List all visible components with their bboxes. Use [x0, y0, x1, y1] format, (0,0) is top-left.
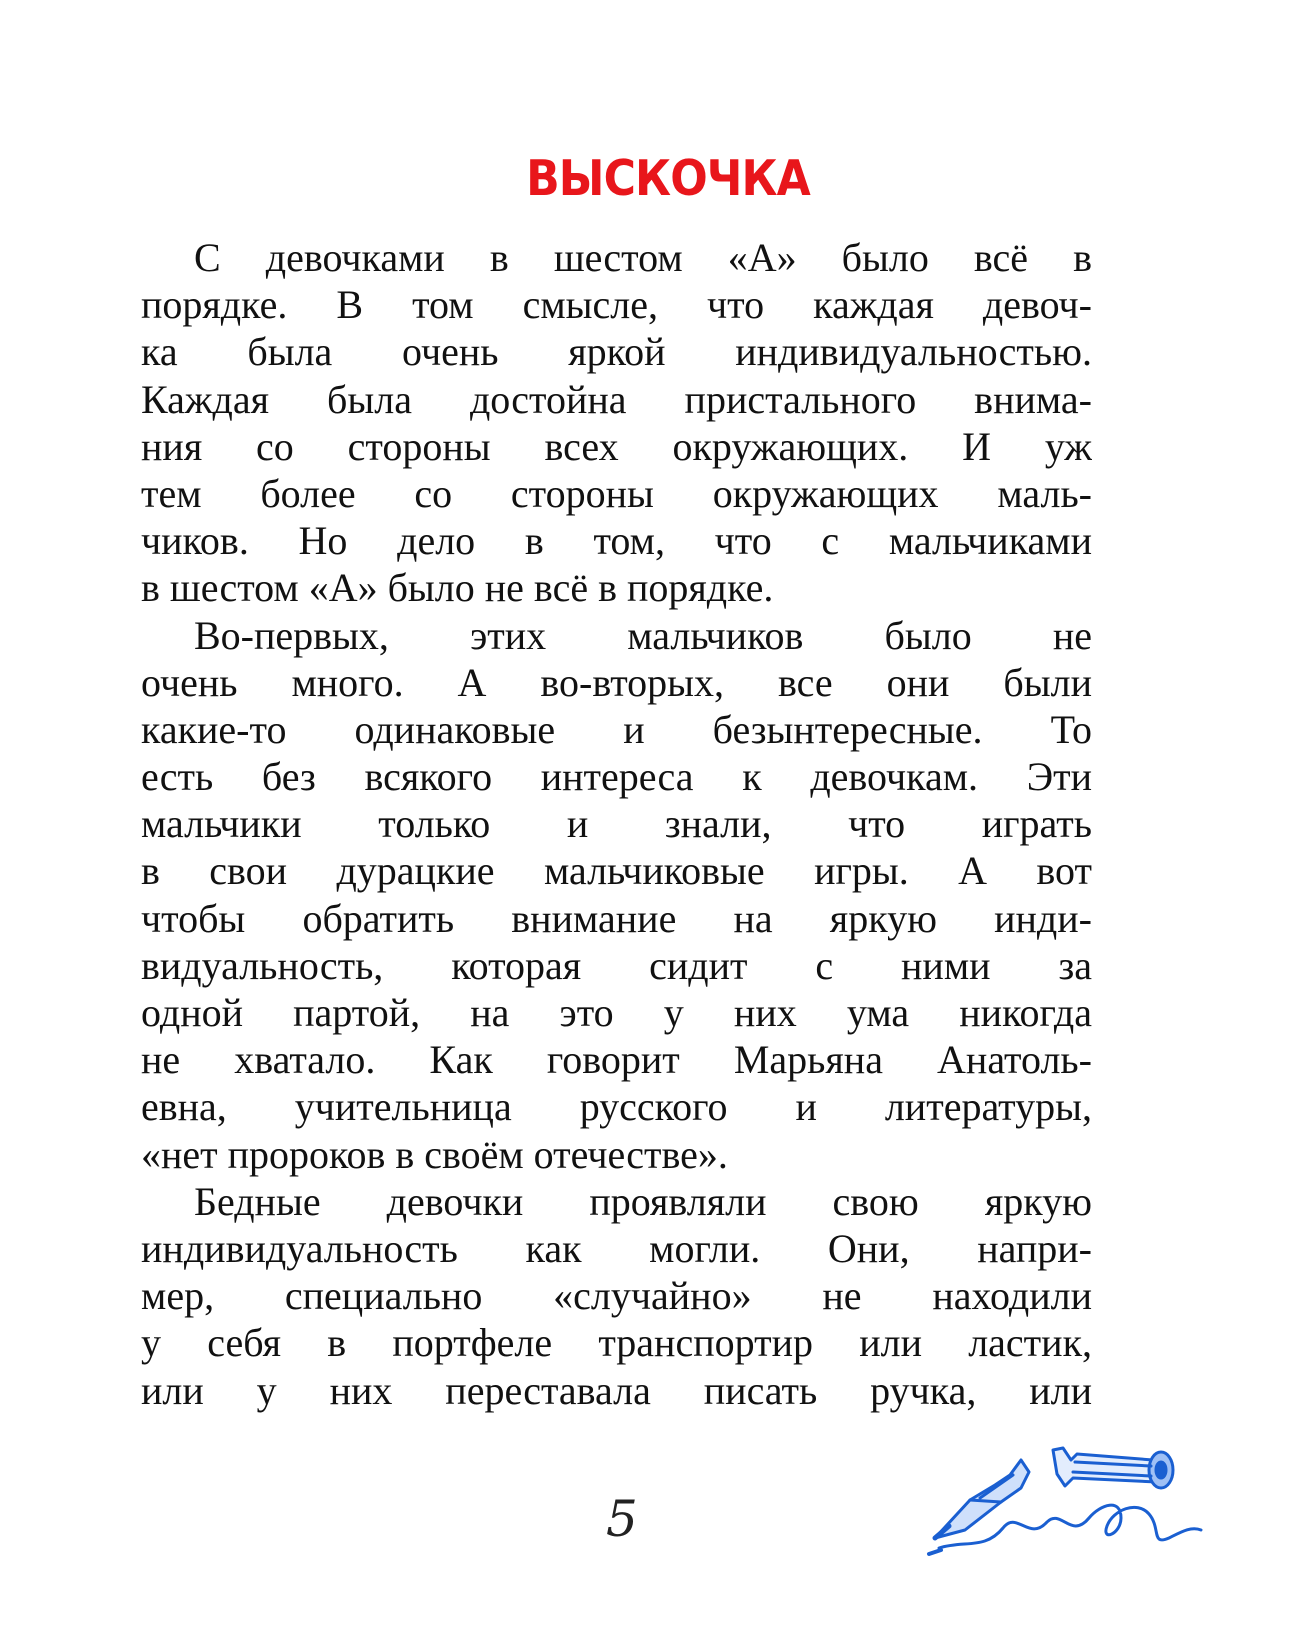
- text-line: очень много. А во-вторых, все они были: [141, 659, 1092, 705]
- text-line: тем более со стороны окружающих маль-: [141, 470, 1092, 516]
- text-line: ния со стороны всех окружающих. И уж: [141, 423, 1092, 469]
- text-line: Во-первых, этих мальчиков было не: [194, 612, 1092, 658]
- text-line: порядке. В том смысле, что каждая девоч-: [141, 282, 1092, 328]
- chapter-title: ВЫСКОЧКА: [526, 150, 810, 207]
- text-line: чиков. Но дело в том, что с мальчиками: [141, 518, 1092, 564]
- text-line: мер, специально «случайно» не находили: [141, 1273, 1092, 1319]
- text-line: одной партой, на это у них ума никогда: [141, 990, 1092, 1035]
- text-line: Бедные девочки проявляли свою яркую: [194, 1178, 1092, 1224]
- text-line: какие-то одинаковые и безынтересные. То: [141, 706, 1092, 752]
- page-number: 5: [606, 1490, 638, 1548]
- body-text: [141, 234, 1092, 1414]
- paragraph-3: [141, 1178, 1092, 1414]
- text-line: чтобы обратить внимание на яркую инди-: [141, 895, 1092, 941]
- text-line: евна, учительница русского и литературы,: [141, 1084, 1092, 1130]
- text-line: есть без всякого интереса к девочкам. Эти: [141, 754, 1092, 800]
- text-line: у себя в портфеле транспортир или ластик,: [141, 1320, 1092, 1366]
- text-line: индивидуальность как могли. Они, напри-: [141, 1225, 1092, 1271]
- text-line: ка была очень яркой индивидуальностью.: [141, 329, 1092, 375]
- text-line: или у них переставала писать ручка, или: [141, 1367, 1092, 1413]
- text-line: С девочками в шестом «А» было всё в: [194, 235, 1092, 280]
- text-line: «нет пророков в своём отечестве».: [141, 1131, 728, 1177]
- text-line: Каждая была достойна пристального внима-: [141, 376, 1092, 422]
- text-line: в шестом «А» было не всё в порядке.: [141, 565, 774, 611]
- text-line: в свои дурацкие мальчиковые игры. А вот: [141, 848, 1092, 894]
- broken-pencil-icon: [925, 1430, 1225, 1570]
- text-line: видуальность, которая сидит с ними за: [141, 942, 1092, 988]
- text-line: не хватало. Как говорит Марьяна Анатоль-: [141, 1037, 1092, 1083]
- paragraph-1: [141, 234, 1092, 612]
- paragraph-2: [141, 612, 1092, 1178]
- text-line: мальчики только и знали, что играть: [141, 801, 1092, 847]
